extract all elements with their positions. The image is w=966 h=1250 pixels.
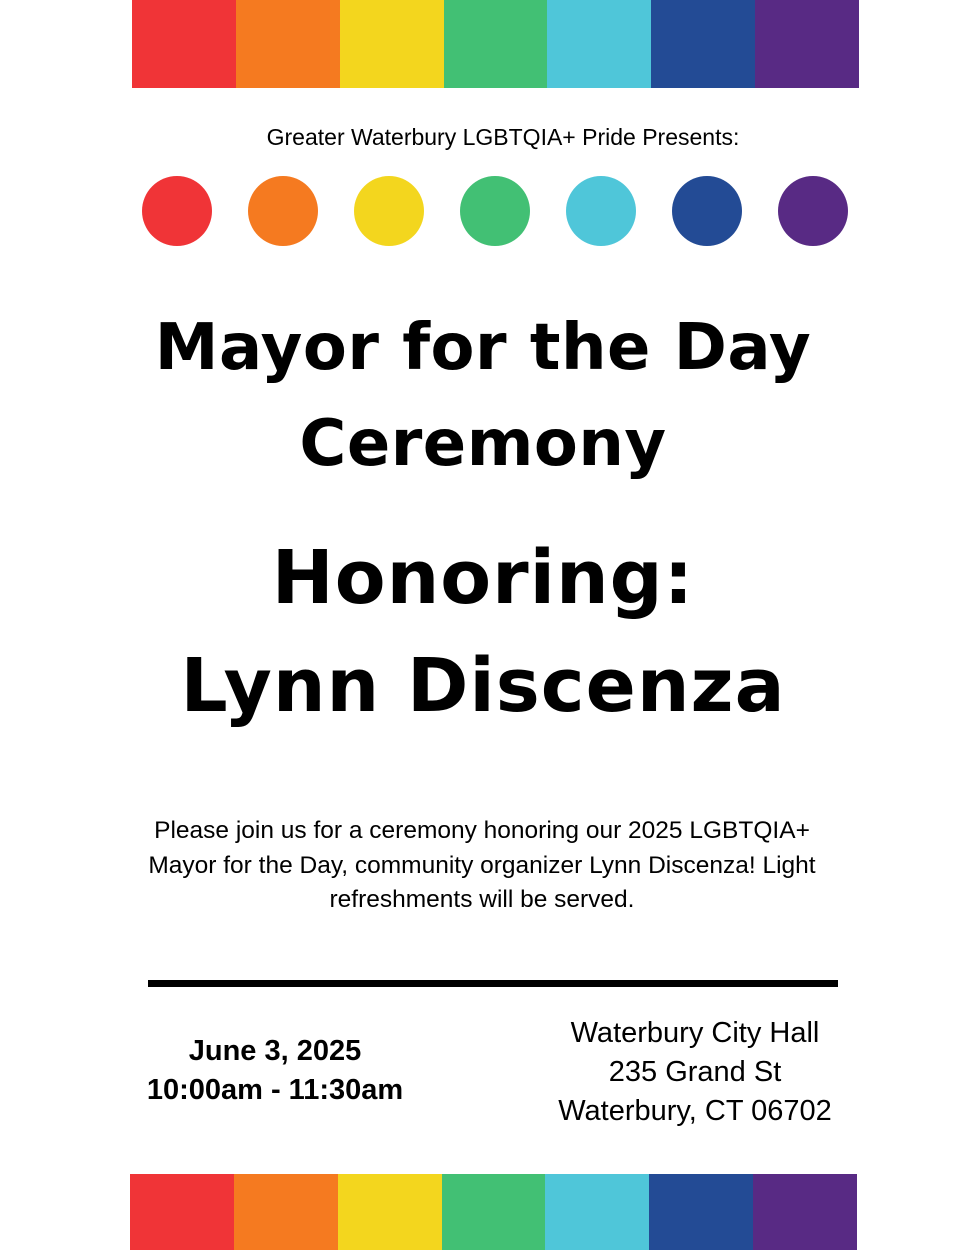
stripe-band-yellow <box>338 1174 442 1250</box>
location-street: 235 Grand St <box>608 1056 782 1088</box>
stripe-band-red <box>130 1174 234 1250</box>
honoree-label: Honoring: <box>271 535 695 621</box>
location-venue: Waterbury City Hall <box>570 1017 820 1049</box>
rainbow-stripe-bottom <box>130 1174 857 1250</box>
stripe-band-orange <box>234 1174 338 1250</box>
event-title-line-1: Mayor for the Day <box>154 311 812 385</box>
stripe-band-blue <box>649 1174 753 1250</box>
dot-purple <box>778 176 848 246</box>
stripe-band-cyan <box>545 1174 649 1250</box>
stripe-band-orange <box>236 0 340 88</box>
event-time: 10:00am - 11:30am <box>146 1074 404 1106</box>
stripe-band-red <box>132 0 236 88</box>
stripe-band-yellow <box>340 0 444 88</box>
event-title-line-2: Ceremony <box>299 407 667 481</box>
description-line-3: refreshments will be served. <box>329 886 635 913</box>
dot-blue <box>672 176 742 246</box>
stripe-band-purple <box>755 0 859 88</box>
divider-rule <box>148 980 838 987</box>
dot-yellow <box>354 176 424 246</box>
rainbow-dots-row <box>142 176 848 246</box>
stripe-band-cyan <box>547 0 651 88</box>
stripe-band-green <box>442 1174 546 1250</box>
stripe-band-blue <box>651 0 755 88</box>
description-line-1: Please join us for a ceremony honoring our 2025 LGBTQIA+ <box>154 817 810 844</box>
location-city: Waterbury, CT 06702 <box>558 1095 832 1127</box>
honoree-name: Lynn Discenza <box>180 643 786 729</box>
description-line-2: Mayor for the Day, community organizer Lynn Discenza! Light <box>148 851 816 879</box>
event-location <box>530 1014 860 1131</box>
event-datetime <box>120 1032 430 1110</box>
event-date: June 3, 2025 <box>188 1035 362 1067</box>
dot-cyan <box>566 176 636 246</box>
rainbow-stripe-top <box>132 0 859 88</box>
dot-orange <box>248 176 318 246</box>
presenter-line: Greater Waterbury LGBTQIA+ Pride Presents: <box>266 124 740 150</box>
stripe-band-purple <box>753 1174 857 1250</box>
event-title <box>0 300 966 492</box>
dot-red <box>142 176 212 246</box>
stripe-band-green <box>444 0 548 88</box>
honoree-heading <box>0 524 966 740</box>
event-description <box>96 814 868 918</box>
dot-green <box>460 176 530 246</box>
